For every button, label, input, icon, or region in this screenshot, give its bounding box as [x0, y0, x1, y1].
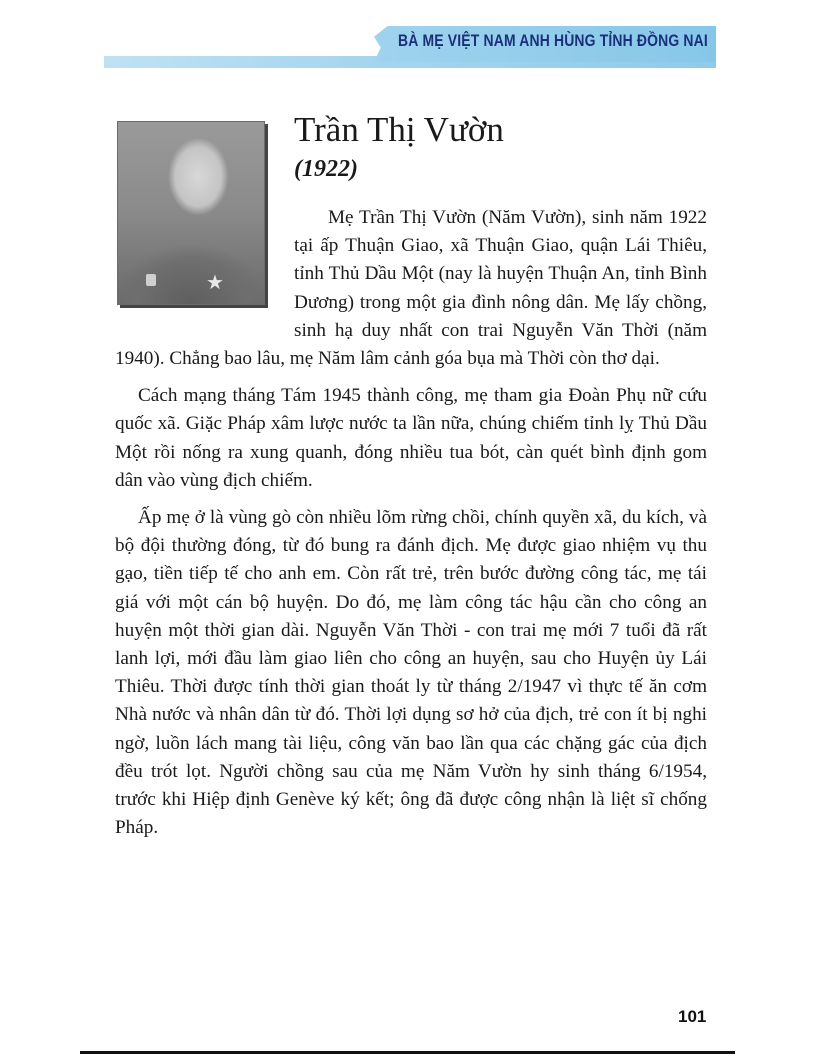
footer-rule [80, 1051, 735, 1054]
hero-star-medal-icon: ★ [206, 272, 224, 294]
birth-year: (1922) [294, 156, 358, 182]
article-body [115, 204, 707, 851]
running-title: BÀ MẸ VIỆT NAM ANH HÙNG TỈNH ĐỒNG NAI [398, 31, 708, 50]
paragraph-text: Mẹ Trần Thị Vườn (Năm Vườn), sinh năm 1922 tại ấp Thuận Giao, xã Thuận Giao, quận Lái Thiêu, tỉnh Thủ Dầu Một (nay là huyện Thuận An, tỉnh Bình Dương) trong một gia đình nông dân. Mẹ lấy chồng, sinh hạ duy nhất con trai Nguyễn Văn Thời (năm 1940). Chẳng bao lâu, mẹ Năm lâm cảnh góa bụa mà Thời còn thơ dại. [115, 207, 707, 370]
paragraph: Ấp mẹ ở là vùng gò còn nhiều lõm rừng chồi, chính quyền xã, du kích, và bộ đội thường đóng, từ đó bung ra đánh địch. Mẹ được giao nhiệm vụ thu gạo, tiền tiếp tế cho anh em. Còn rất trẻ, trên bước đường công tác, mẹ tái giá với một cán bộ huyện. Do đó, mẹ làm công tác hậu cần cho công an huyện một thời gian dài. Nguyễn Văn Thời - con trai mẹ mới 7 tuổi đã rất lanh lợi, mới đầu làm giao liên cho công an huyện, sau cho Huyện ủy Lái Thiêu. Thời được tính thời gian thoát ly từ tháng 2/1947 vì thực tế ăn cơm Nhà nước và nhân dân từ đó. Thời lợi dụng sơ hở của địch, trẻ con ít bị nghi ngờ, luồn lách mang tài liệu, công văn bao lần qua các chặng gác của địch đều trót lọt. Người chồng sau của mẹ Năm Vườn hy sinh tháng 6/1954, trước khi Hiệp định Genève ký kết; ông đã được công nhận là liệt sĩ chống Pháp. [115, 507, 707, 839]
page-number: 101 [678, 1007, 707, 1026]
article-title: Trần Thị Vườn [294, 110, 504, 149]
running-header-band [104, 26, 716, 70]
paragraph: Cách mạng tháng Tám 1945 thành công, mẹ tham gia Đoàn Phụ nữ cứu quốc xã. Giặc Pháp xâm lược nước ta lần nữa, chúng chiếm tỉnh lỵ Thủ Dầu Một rồi nống ra xung quanh, đóng nhiều tua bót, càn quét bình định gom dân vào vùng địch chiếm. [115, 385, 707, 491]
photo-wrap-spacer [115, 204, 294, 344]
